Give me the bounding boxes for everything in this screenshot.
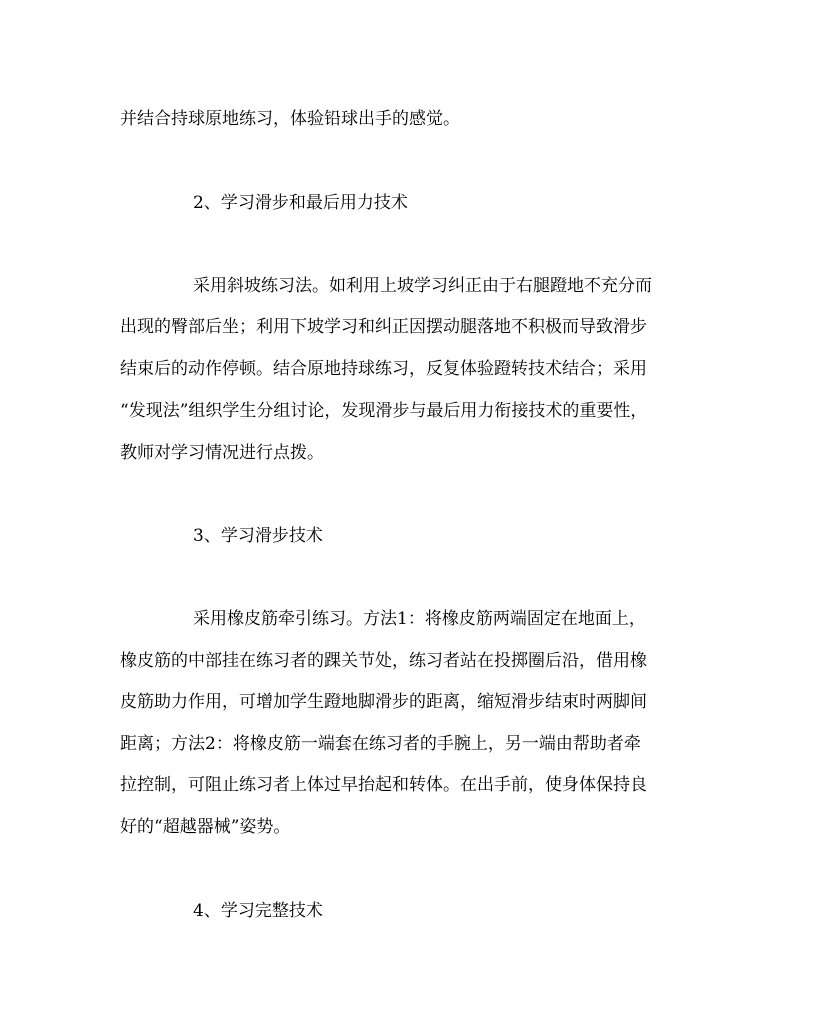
text-line: 拉控制，可阻止练习者上体过早抬起和转体。在出手前，使身体保持良 — [120, 775, 647, 795]
text-line: 出现的臀部后坐；利用下坡学习和纠正因摆动腿落地不积极而导致滑步 — [120, 317, 647, 337]
text-line: 橡皮筋的中部挂在练习者的踝关节处，练习者站在投掷圈后沿，借用橡 — [120, 651, 647, 671]
text-line: 采用斜坡练习法。如利用上坡学习纠正由于右腿蹬地不充分而 — [193, 276, 652, 296]
text-line: “发现法”组织学生分组讨论，发现滑步与最后用力衔接技术的重要性， — [120, 401, 648, 421]
section-heading: 2、学习滑步和最后用力技术 — [193, 193, 408, 213]
text-line: 距离；方法2：将橡皮筋一端套在练习者的手腕上，另一端由帮助者牵 — [120, 734, 641, 754]
text-line: 结束后的动作停顿。结合原地持球练习，反复体验蹬转技术结合；采用 — [120, 359, 647, 379]
section-heading: 4、学习完整技术 — [193, 901, 323, 921]
text-line: 皮筋助力作用，可增加学生蹬地脚滑步的距离，缩短滑步结束时两脚间 — [120, 692, 647, 712]
section-heading: 3、学习滑步技术 — [193, 526, 323, 546]
text-line: 好的“超越器械”姿势。 — [120, 817, 291, 837]
text-line: 教师对学习情况进行点拨。 — [120, 443, 324, 463]
text-line: 采用橡皮筋牵引练习。方法1：将橡皮筋两端固定在地面上， — [193, 609, 646, 629]
text-line: 并结合持球原地练习，体验铅球出手的感觉。 — [120, 109, 460, 129]
